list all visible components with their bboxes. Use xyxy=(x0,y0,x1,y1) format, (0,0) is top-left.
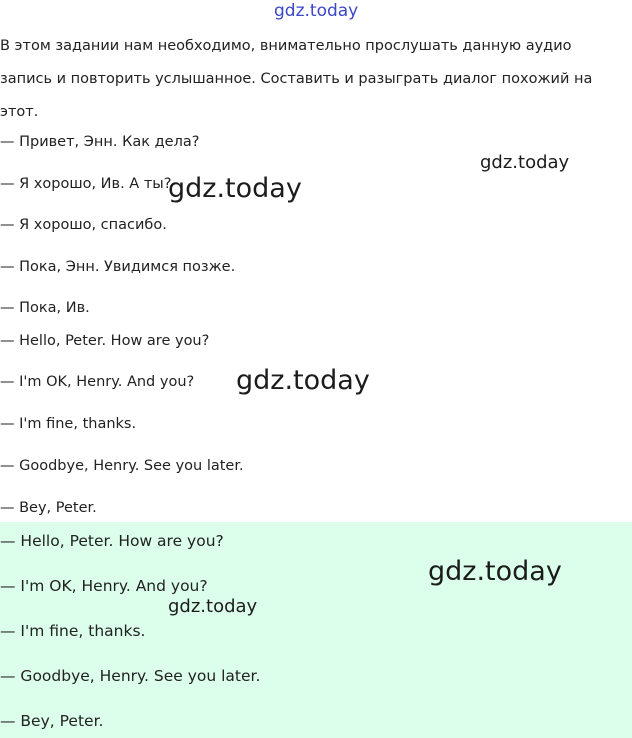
dialogue-en-line: — Bey, Peter. xyxy=(0,500,97,516)
answer-line: — Hello, Peter. How are you? xyxy=(0,532,224,550)
watermark: gdz.today xyxy=(168,596,258,617)
dialogue-ru-line: — Пока, Ив. xyxy=(0,300,90,316)
watermark: gdz.today xyxy=(428,556,562,587)
dialogue-ru-line: — Пока, Энн. Увидимся позже. xyxy=(0,259,236,275)
watermark-top: gdz.today xyxy=(274,1,359,21)
answer-line: — Goodbye, Henry. See you later. xyxy=(0,667,261,685)
answer-line: — Bey, Peter. xyxy=(0,712,104,730)
watermark: gdz.today xyxy=(236,365,370,396)
watermark: gdz.today xyxy=(480,152,570,173)
dialogue-ru-line: — Привет, Энн. Как дела? xyxy=(0,134,200,150)
dialogue-ru-line: — Я хорошо, Ив. А ты? xyxy=(0,176,172,192)
dialogue-en-line: — Hello, Peter. How are you? xyxy=(0,333,210,349)
watermark: gdz.today xyxy=(168,173,302,204)
answer-line: — I'm fine, thanks. xyxy=(0,622,146,640)
dialogue-ru-line: — Я хорошо, спасибо. xyxy=(0,217,167,233)
task-intro: В этом задании нам необходимо, внимательно прослушать данную аудио запись и повторить услышанное. Составить и разыграть диалог похожий на этот. xyxy=(0,38,593,120)
dialogue-en-line: — I'm fine, thanks. xyxy=(0,416,137,432)
dialogue-en-line: — I'm OK, Henry. And you? xyxy=(0,374,195,390)
answer-line: — I'm OK, Henry. And you? xyxy=(0,577,208,595)
dialogue-en-line: — Goodbye, Henry. See you later. xyxy=(0,458,244,474)
